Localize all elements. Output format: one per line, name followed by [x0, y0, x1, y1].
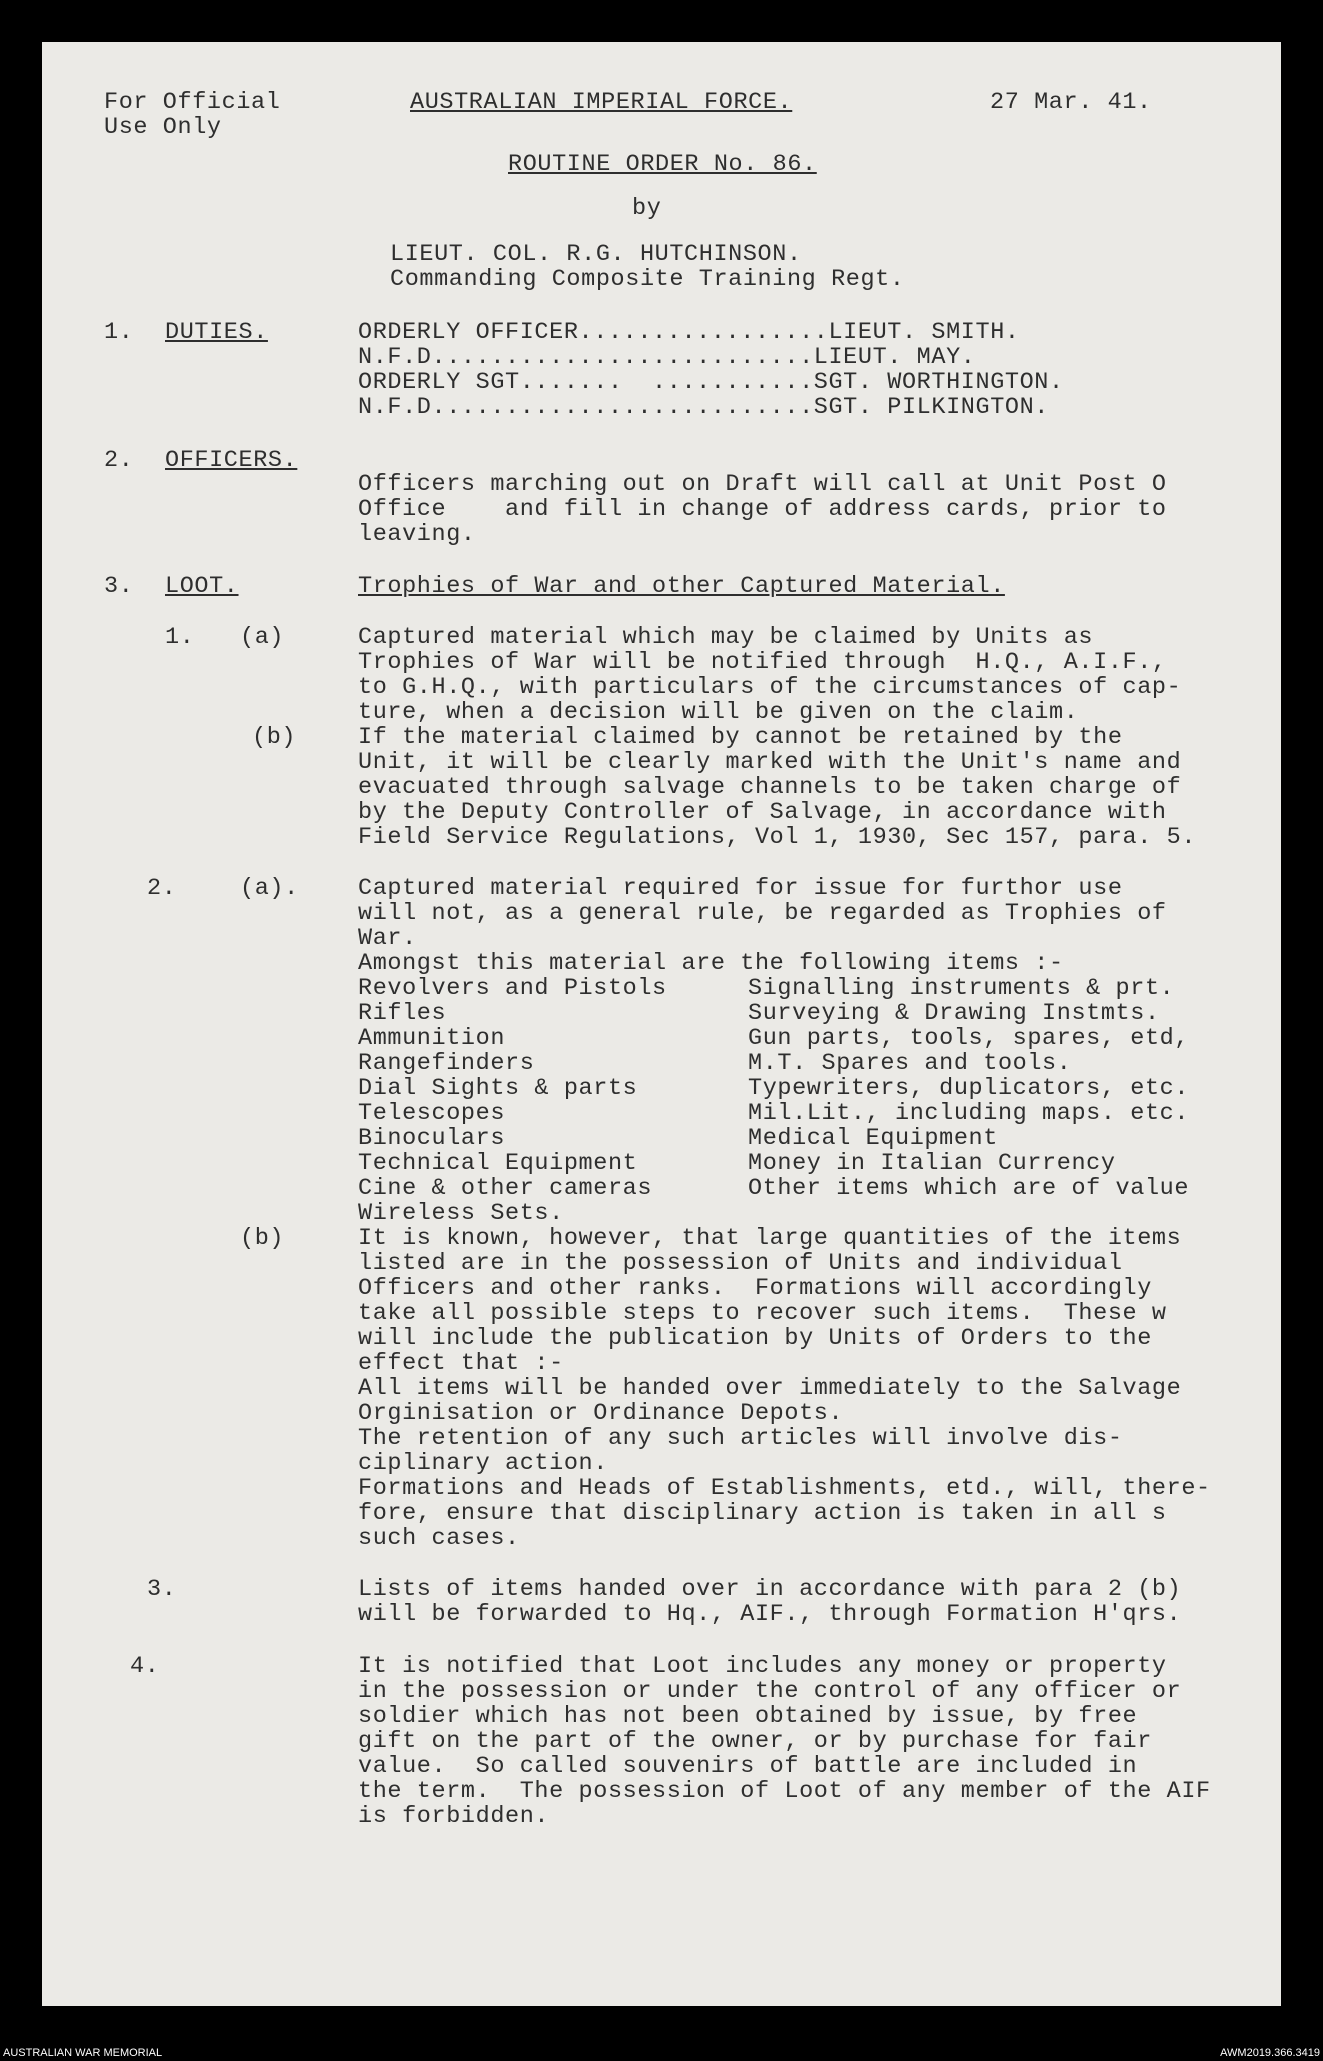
- item-right: M.T. Spares and tools.: [748, 1050, 1072, 1077]
- item-right: Surveying & Drawing Instmts.: [748, 1000, 1160, 1027]
- section-heading-loot: LOOT.: [165, 573, 239, 600]
- section-number: 2.: [104, 447, 134, 474]
- force-heading: AUSTRALIAN IMPERIAL FORCE.: [410, 89, 793, 116]
- p1a-line: ture, when a decision will be given on the claim.: [358, 699, 1079, 726]
- paragraph-number: 1.: [165, 624, 195, 651]
- p1b-line: If the material claimed by cannot be retained by the: [358, 724, 1123, 751]
- order-date: 27 Mar. 41.: [990, 89, 1152, 116]
- official-use-line2: Use Only: [104, 114, 222, 141]
- item-right: Money in Italian Currency: [748, 1150, 1116, 1177]
- p3-line: Lists of items handed over in accordance with para 2 (b): [358, 1576, 1182, 1603]
- commander-role: Commanding Composite Training Regt.: [390, 266, 905, 293]
- p4-line: soldier which has not been obtained by issue, by free: [358, 1703, 1138, 1730]
- item-right: Medical Equipment: [748, 1125, 998, 1152]
- p1b-line: Field Service Regulations, Vol 1, 1930, Sec 157, para. 5.: [358, 824, 1197, 851]
- p2a-line: War.: [358, 925, 417, 952]
- paragraph-number: 3.: [147, 1576, 177, 1603]
- p1b-line: evacuated through salvage channels to be taken charge of: [358, 774, 1182, 801]
- p2b-line: fore, ensure that disciplinary action is taken in all s: [358, 1500, 1167, 1527]
- p2b-line: It is known, however, that large quantities of the items: [358, 1225, 1182, 1252]
- paragraph-number: 2.: [147, 875, 177, 902]
- item-left: Technical Equipment: [358, 1150, 638, 1177]
- p2b-line: effect that :-: [358, 1350, 564, 1377]
- p2b-line: such cases.: [358, 1525, 520, 1552]
- item-right: Typewriters, duplicators, etc.: [748, 1075, 1190, 1102]
- officers-text-line: Office and fill in change of address cards, prior to: [358, 496, 1167, 523]
- p2b-line: listed are in the possession of Units and individual: [358, 1250, 1123, 1277]
- item-right: Signalling instruments & prt.: [748, 975, 1175, 1002]
- p2b-line: Formations and Heads of Establishments, etd., will, there-: [358, 1475, 1211, 1502]
- archive-reference: AWM2019.366.3419: [1220, 2047, 1320, 2059]
- p2a-line: Amongst this material are the following items :-: [358, 950, 1064, 977]
- p4-line: value. So called souvenirs of battle are included in: [358, 1753, 1138, 1780]
- subparagraph-label: (b): [240, 1225, 285, 1252]
- p4-line: is forbidden.: [358, 1803, 550, 1830]
- document-page: [42, 42, 1281, 2006]
- official-use-line1: For Official: [104, 89, 281, 116]
- duty-line: N.F.D..........................SGT. PILKINGTON.: [358, 394, 1050, 421]
- item-left: Wireless Sets.: [358, 1200, 564, 1227]
- order-title: ROUTINE ORDER No. 86.: [508, 151, 817, 178]
- p1b-line: Unit, it will be clearly marked with the Unit's name and: [358, 749, 1182, 776]
- p3-line: will be forwarded to Hq., AIF., through Formation H'qrs.: [358, 1601, 1182, 1628]
- p2b-line: take all possible steps to recover such items. These w: [358, 1300, 1167, 1327]
- p2b-line: ciplinary action.: [358, 1450, 608, 1477]
- section-heading-officers: OFFICERS.: [165, 447, 298, 474]
- item-left: Ammunition: [358, 1025, 506, 1052]
- item-left: Rangefinders: [358, 1050, 535, 1077]
- p1b-line: by the Deputy Controller of Salvage, in accordance with: [358, 799, 1167, 826]
- p2a-line: Captured material required for issue for furthor use: [358, 875, 1123, 902]
- p2a-line: will not, as a general rule, be regarded as Trophies of: [358, 900, 1167, 927]
- p1a-line: Trophies of War will be notified through H.Q., A.I.F.,: [358, 649, 1167, 676]
- paragraph-number: 4.: [130, 1653, 160, 1680]
- by-text: by: [632, 195, 662, 222]
- item-left: Telescopes: [358, 1100, 506, 1127]
- p2b-line: Officers and other ranks. Formations will accordingly: [358, 1275, 1152, 1302]
- item-left: Revolvers and Pistols: [358, 975, 667, 1002]
- p2b-line: All items will be handed over immediately to the Salvage: [358, 1375, 1182, 1402]
- item-left: Rifles: [358, 1000, 447, 1027]
- duty-line: ORDERLY OFFICER.................LIEUT. SMITH.: [358, 319, 1020, 346]
- item-right: Gun parts, tools, spares, etd,: [748, 1025, 1190, 1052]
- officers-text-line: leaving.: [358, 521, 476, 548]
- p2b-line: Orginisation or Ordinance Depots.: [358, 1400, 844, 1427]
- item-left: Binoculars: [358, 1125, 506, 1152]
- subparagraph-label: (a): [240, 624, 285, 651]
- p1a-line: Captured material which may be claimed by Units as: [358, 624, 1094, 651]
- subparagraph-label: (a).: [240, 875, 299, 902]
- p4-line: the term. The possession of Loot of any member of the AIF: [358, 1778, 1211, 1805]
- p4-line: It is notified that Loot includes any money or property: [358, 1653, 1167, 1680]
- item-right: Mil.Lit., including maps. etc.: [748, 1100, 1190, 1127]
- loot-subheading: Trophies of War and other Captured Material.: [358, 573, 1005, 600]
- p4-line: in the possession or under the control of any officer or: [358, 1678, 1182, 1705]
- p2b-line: will include the publication by Units of Orders to the: [358, 1325, 1152, 1352]
- p2b-line: The retention of any such articles will involve dis-: [358, 1425, 1123, 1452]
- duty-line: N.F.D..........................LIEUT. MAY.: [358, 344, 976, 371]
- archive-credit: AUSTRALIAN WAR MEMORIAL: [3, 2047, 163, 2059]
- p1a-line: to G.H.Q., with particulars of the circumstances of cap-: [358, 674, 1182, 701]
- subparagraph-label: (b): [252, 724, 297, 751]
- duty-line: ORDERLY SGT....... ...........SGT. WORTHINGTON.: [358, 369, 1064, 396]
- item-right: Other items which are of value: [748, 1175, 1190, 1202]
- section-heading-duties: DUTIES.: [165, 319, 268, 346]
- item-left: Dial Sights & parts: [358, 1075, 638, 1102]
- officers-text-line: Officers marching out on Draft will call at Unit Post O: [358, 471, 1167, 498]
- commander-name: LIEUT. COL. R.G. HUTCHINSON.: [390, 241, 802, 268]
- item-left: Cine & other cameras: [358, 1175, 653, 1202]
- section-number: 1.: [104, 319, 134, 346]
- p4-line: gift on the part of the owner, or by purchase for fair: [358, 1728, 1152, 1755]
- section-number: 3.: [104, 573, 134, 600]
